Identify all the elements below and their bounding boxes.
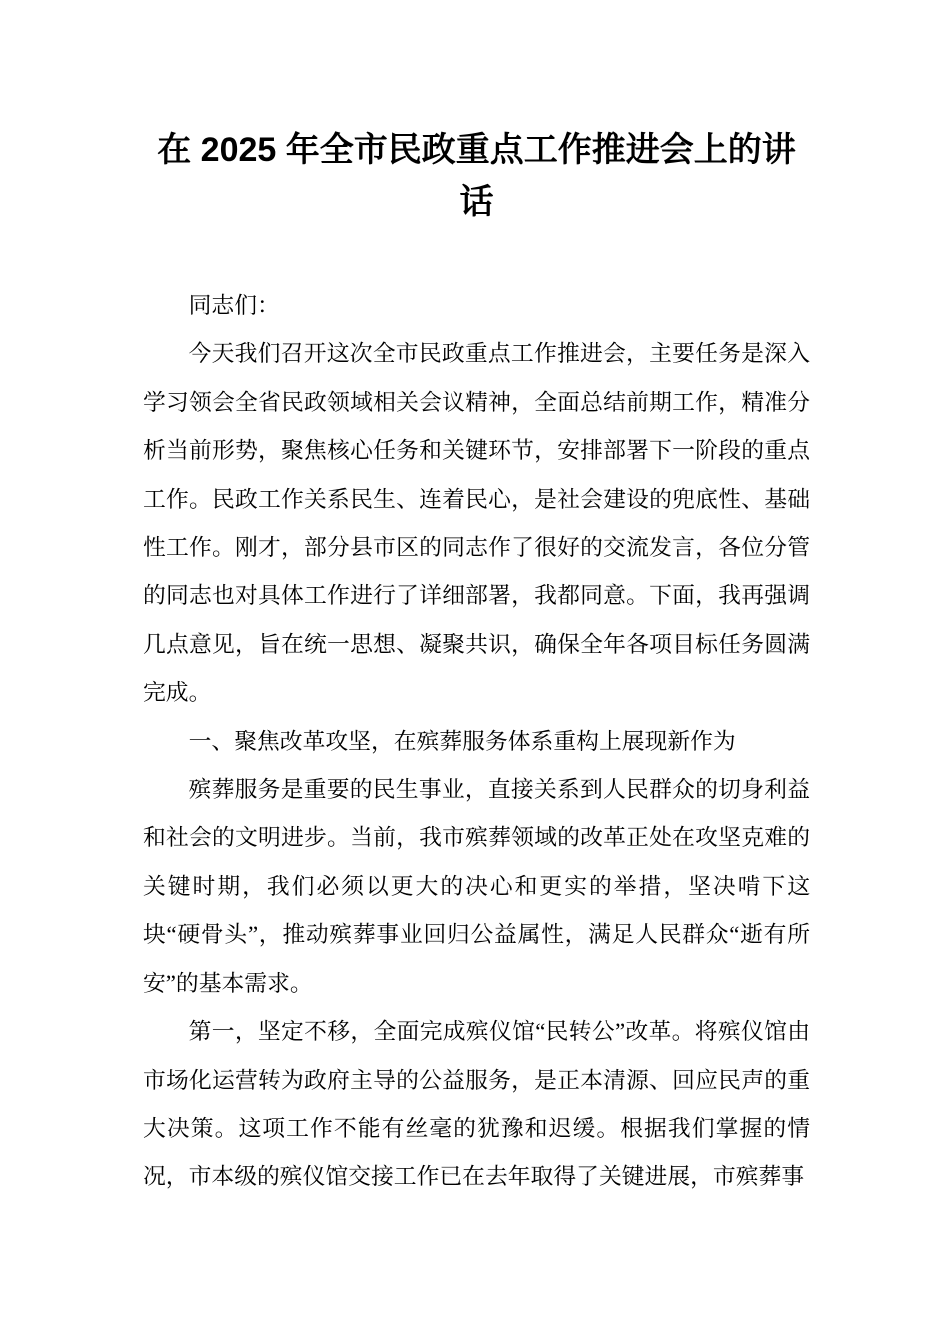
section-heading-1: 一、聚焦改革攻坚，在殡葬服务体系重构上展现新作为 [188, 728, 736, 754]
salutation: 同志们： [188, 293, 280, 318]
paragraph-section1-intro: 殡葬服务是重要的民生事业，直接关系到人民群众的切身利益和社会的文明进步。当前，我市殡葬领域的改革正处在攻坚克难的关键时期，我们必须以更大的决心和更实的举措，坚决啃下这块“硬骨头”，推动殡葬事业回归公益属性，满足人民群众“逝有所安”的基本需求。 [143, 777, 810, 996]
paragraph-opening: 今天我们召开这次全市民政重点工作推进会，主要任务是深入学习领会全省民政领域相关会议精神，全面总结前期工作，精准分析当前形势，聚焦核心任务和关键环节，安排部署下一阶段的重点工作。民政工作关系民生、连着民心，是社会建设的兜底性、基础性工作。刚才，部分县市区的同志作了很好的交流发言，各位分管的同志也对具体工作进行了详细部署，我都同意。下面，我再强调几点意见，旨在统一思想、凝聚共识，确保全年各项目标任务圆满完成。 [143, 341, 810, 706]
paragraph-first-point: 第一，坚定不移，全面完成殡仪馆“民转公”改革。将殡仪馆由市场化运营转为政府主导的公益服务，是正本清源、回应民声的重大决策。这项工作不能有丝毫的犹豫和迟缓。根据我们掌握的情况，市本级的殡仪馆交接工作已在去年取得了关键进展，市殡葬事 [143, 1019, 810, 1190]
document-title: 在 2025 年全市民政重点工作推进会上的讲话 [157, 131, 796, 221]
